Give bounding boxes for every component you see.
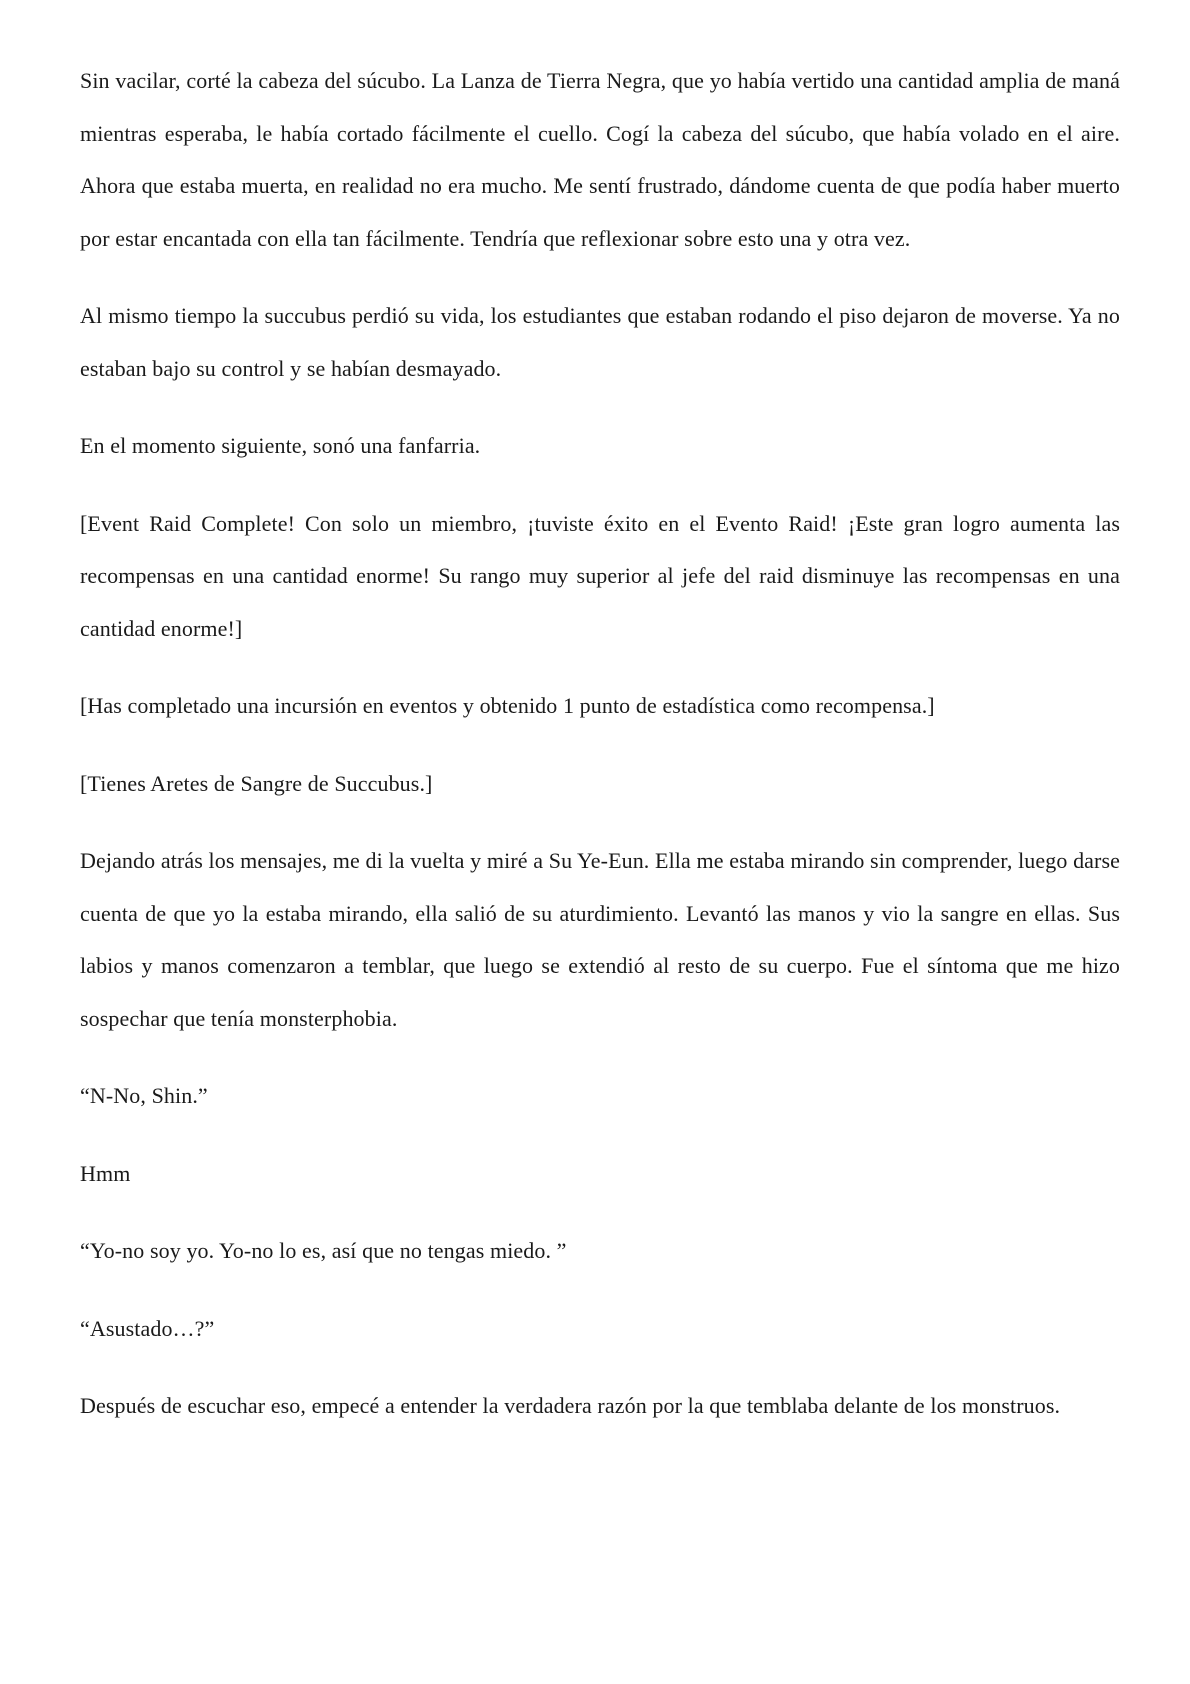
paragraph-5: Hmm	[80, 1160, 131, 1186]
paragraph-3: En el momento siguiente, sonó una fanfarria.	[80, 433, 481, 458]
paragraph-4: Dejando atrás los mensajes, me di la vuelta y miré a Su Ye-Eun. Ella me estaba mirando sin comprender, luego darse cuenta de que yo la estaba mirando, ella salió de su aturdimiento. Levantó las manos y vio la sangre en ellas. Sus labios y manos comenzaron a temblar, que luego se extendió al resto de su cuerpo. Fue el síntoma que me hizo sospechar que tenía monsterphobia.	[80, 848, 1120, 1031]
system-message-1: [Event Raid Complete! Con solo un miembro, ¡tuviste éxito en el Evento Raid! ¡Este gran logro aumenta las recompensas en una cantidad enorme! Su rango muy superior al jefe del raid disminuye las recompensas en una cantidad enorme!]	[80, 510, 1120, 641]
paragraph-1: Sin vacilar, corté la cabeza del súcubo. La Lanza de Tierra Negra, que yo había vertido una cantidad amplia de maná mientras esperaba, le había cortado fácilmente el cuello. Cogí la cabeza del súcubo, que había volado en el aire. Ahora que estaba muerta, en realidad no era mucho. Me sentí frustrado, dándome cuenta de que podía haber muerto por estar encantada con ella tan fácilmente. Tendría que reflexionar sobre esto una y otra vez.	[80, 68, 1120, 251]
document-page	[80, 55, 1120, 1458]
dialogue-3: “Asustado…?”	[80, 1315, 215, 1341]
paragraph-6: Después de escuchar eso, empecé a entender la verdadera razón por la que temblaba delante de los monstruos.	[80, 1393, 1061, 1418]
system-message-2: [Has completado una incursión en eventos y obtenido 1 punto de estadística como recompensa.]	[80, 693, 935, 718]
paragraph-2: Al mismo tiempo la succubus perdió su vida, los estudiantes que estaban rodando el piso dejaron de moverse. Ya no estaban bajo su control y se habían desmayado.	[80, 303, 1120, 381]
system-message-3: [Tienes Aretes de Sangre de Succubus.]	[80, 770, 433, 796]
dialogue-2: “Yo-no soy yo. Yo-no lo es, así que no tengas miedo. ”	[80, 1238, 567, 1263]
dialogue-1: “N-No, Shin.”	[80, 1083, 208, 1108]
